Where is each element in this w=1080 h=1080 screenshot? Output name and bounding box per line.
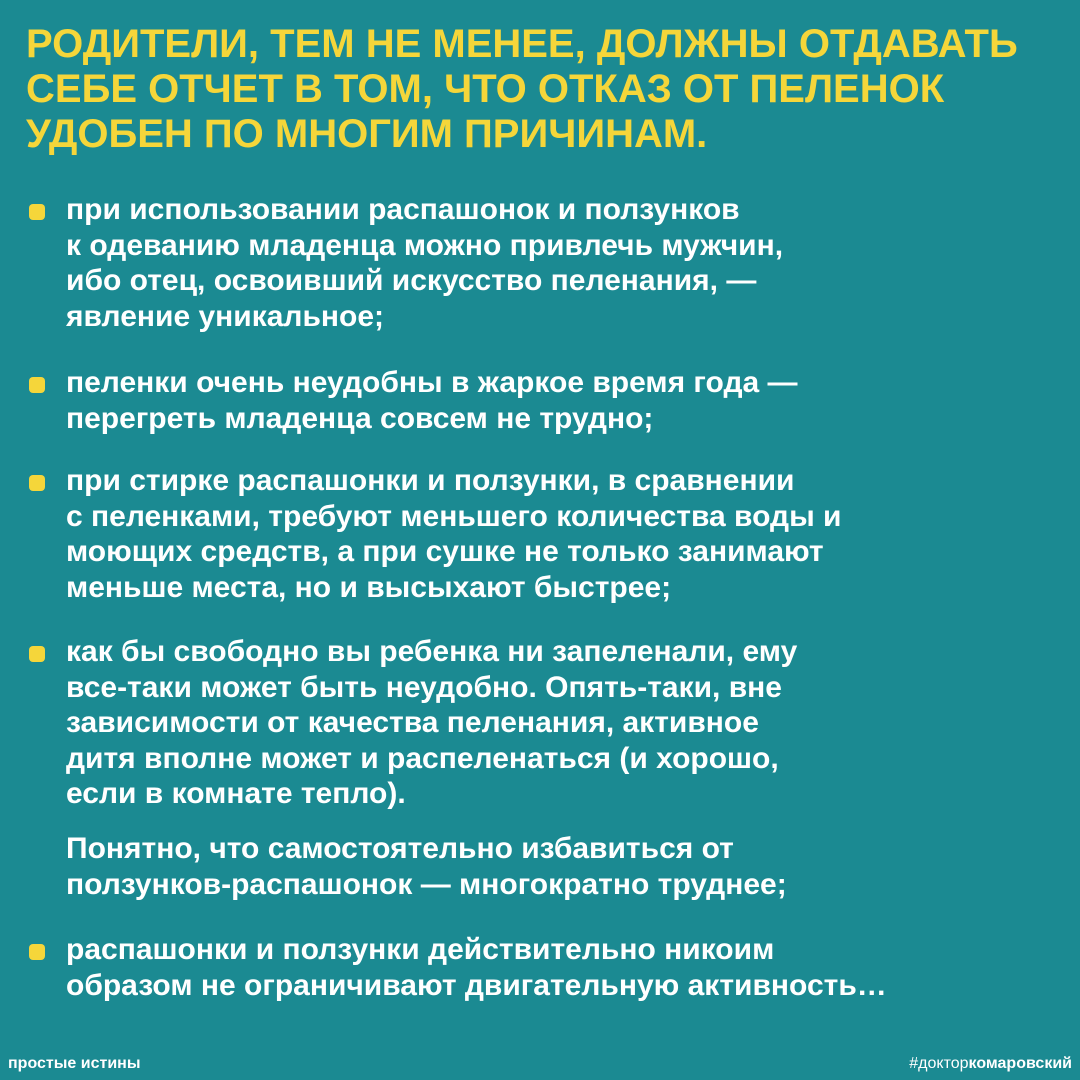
bullet-icon	[29, 944, 45, 960]
text-line: меньше места, но и высыхают быстрее;	[66, 570, 672, 604]
text-line: распашонки и ползунки действительно никоим	[66, 933, 775, 966]
text-line: перегреть младенца совсем не трудно;	[66, 401, 654, 435]
list-item-continuation	[66, 831, 1066, 902]
list-item-text	[66, 463, 1066, 605]
hashtag-name: комаровский	[968, 1055, 1072, 1072]
text-line: все-таки может быть неудобно. Опять-таки, вне	[66, 670, 782, 704]
headline-line: УДОБЕН ПО МНОГИМ ПРИЧИНАМ.	[26, 112, 708, 156]
text-line: при стирке распашонки и ползунки, в сравнении	[66, 464, 795, 497]
text-line: при использовании распашонок и ползунков	[66, 193, 740, 226]
text-line: к одеванию младенца можно привлечь мужчин,	[66, 228, 784, 262]
text-line: если в комнате тепло).	[66, 777, 406, 810]
list-item-text	[66, 192, 1066, 334]
list-item-text	[66, 932, 1066, 1003]
text-line: пеленки очень неудобны в жаркое время года —	[66, 366, 798, 399]
text-line: зависимости от качества пеленания, активное	[66, 706, 759, 739]
text-line: моющих средств, а при сушке не только занимают	[66, 535, 824, 568]
text-line: Понятно, что самостоятельно избавиться от	[66, 832, 734, 865]
footer-series-label: простые истины	[8, 1055, 141, 1072]
list-item-text	[66, 365, 1066, 436]
text-line: с пеленками, требуют меньшего количества воды и	[66, 499, 842, 533]
bullet-icon	[29, 377, 45, 393]
bullet-icon	[29, 204, 45, 220]
text-line: явление уникальное;	[66, 299, 385, 333]
text-line: как бы свободно вы ребенка ни запеленали, ему	[66, 635, 798, 668]
text-line: ползунков-распашонок — многократно труднее;	[66, 867, 787, 901]
text-line: ибо отец, освоивший искусство пеленания, —	[66, 264, 757, 297]
text-line: дитя вполне может и распеленаться (и хорошо,	[66, 741, 779, 775]
bullet-icon	[29, 646, 45, 662]
headline-line: СЕБЕ ОТЧЕТ В ТОМ, ЧТО ОТКАЗ ОТ ПЕЛЕНОК	[26, 67, 945, 111]
headline-line: РОДИТЕЛИ, ТЕМ НЕ МЕНЕЕ, ДОЛЖНЫ ОТДАВАТЬ	[26, 22, 1018, 66]
list-item-text	[66, 634, 1066, 812]
bullet-icon	[29, 475, 45, 491]
hashtag-prefix: #доктор	[909, 1055, 969, 1072]
text-line: образом не ограничивают двигательную активность…	[66, 968, 887, 1002]
headline	[26, 22, 1056, 157]
footer-hashtag[interactable]	[909, 1055, 1072, 1073]
